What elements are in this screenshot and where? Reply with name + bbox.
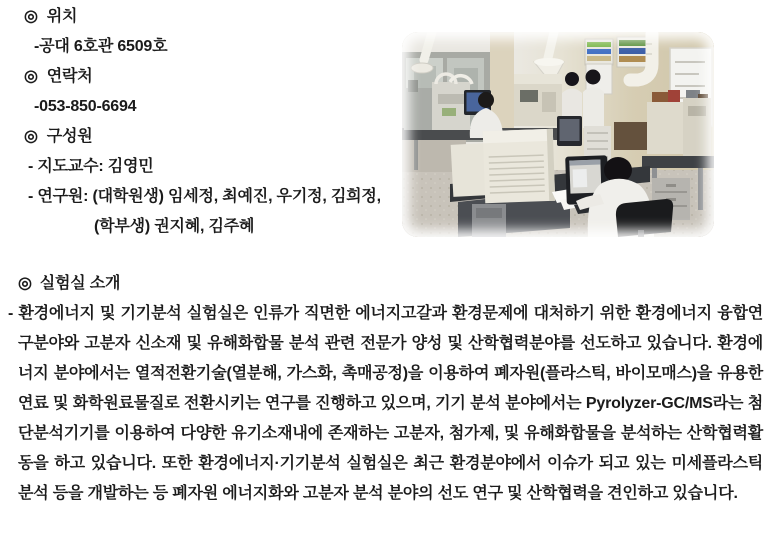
photo-monitor-back (557, 116, 582, 146)
photo-center-instrument (514, 74, 562, 126)
lab-photo (402, 32, 714, 237)
photo-posters (585, 37, 648, 67)
photo-wood-cabinet (614, 122, 650, 150)
double-circle-bullet: ◎ (24, 68, 38, 85)
location-heading-label: 위치 (46, 8, 78, 25)
location-heading (0, 2, 400, 32)
double-circle-bullet: ◎ (24, 8, 38, 25)
lab-photo-illustration (402, 32, 714, 237)
location-value: -공대 6호관 6509호 (34, 38, 168, 55)
photo-left-instruments (404, 74, 472, 130)
photo-front-instrument-small (451, 143, 488, 197)
intro-paragraph-text: 환경에너지 및 기기분석 실험실은 인류가 직면한 에너지고갈과 환경문제에 대처하기 위한 환경에너지 융합연구분야와 고분자 신소재 및 유해화합물 분석 관련 전문가 양성 및 산학협력분야를 선도하고 있습니다. 환경에너지 분야에서는 열적전환기술(열분해, 가스화, 촉매공정)을 이용하여 폐자원(플라스틱, 바이모매스)을 유용한 연료 및 화학원료물질로 전환시키는 연구를 진행하고 있으며, 기기 분석 분야에서는 Pyrolyzer-GC/MS라는 첨단분석기기를 이용하여 다양한 유기소재내에 존재하는 고분자, 첨가제, 및 유해화합물을 분석하는 산학협력활동을 하고 있습니다. 또한 환경에너지·기기분석 실험실은 최근 환경분야에서 이슈가 되고 있는 미세플라스틱 분석 등을 개발하는 등 폐자원 에너지화와 고분자 분석 분야의 선도 연구 및 산학협력을 견인하고 있습니다. (18, 305, 763, 502)
lab-info-list (0, 2, 400, 242)
lab-intro-section (0, 269, 768, 509)
intro-heading-label: 실험실 소개 (39, 275, 121, 292)
photo-front-instrument-big (483, 129, 555, 203)
photo-chair (616, 199, 673, 237)
advisor-line: - 지도교수: 김영민 (28, 158, 154, 175)
double-circle-bullet: ◎ (18, 275, 32, 292)
intro-paragraph (8, 299, 763, 509)
intro-heading (0, 269, 768, 299)
contact-heading (0, 62, 400, 92)
researchers-line-2: (학부생) 권지혜, 김주혜 (94, 218, 255, 235)
members-heading-label: 구성원 (46, 128, 93, 145)
intro-dash: - (8, 305, 14, 322)
members-heading (0, 122, 400, 152)
contact-heading-label: 연락처 (46, 68, 93, 85)
contact-value: -053-850-6694 (34, 98, 137, 115)
double-circle-bullet: ◎ (24, 128, 38, 145)
researchers-line-1: - 연구원: (대학원생) 임세정, 최예진, 우기정, 김희정, (28, 188, 381, 205)
